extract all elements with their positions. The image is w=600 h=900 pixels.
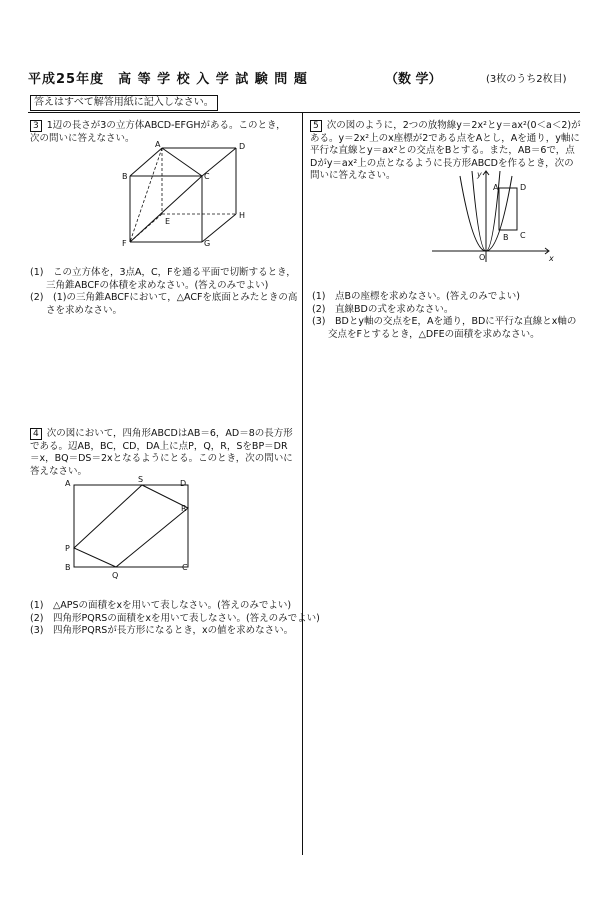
cube-label-e: E <box>165 217 171 226</box>
question-5-statement: 次の図のように，2つの放物線y＝2x²とy＝ax²(0＜a＜2)がある。y＝2x²上のx座標が2である点をAとし，Aを通り，y軸に平行な直線とy＝ax²との交点をBとする。また，AB＝6で，点Dがy＝ax²上の点となるように長方形ABCDを作るとき，次の問いに答えなさい。 <box>310 120 581 181</box>
rectangle-figure <box>62 476 200 582</box>
rect-label-a: A <box>65 479 71 488</box>
rect-label-c: C <box>182 563 188 572</box>
question-3-number: 3 <box>30 120 42 132</box>
cube-label-d: D <box>239 142 246 151</box>
cube-label-c: C <box>204 172 210 181</box>
question-4-subquestions <box>30 600 320 638</box>
header-rule <box>28 112 580 113</box>
cube-label-a: A <box>155 140 161 149</box>
question-4-statement: 次の図において，四角形ABCDはAB＝6，AD＝8の長方形である。辺AB，BC，CD，DA上に点P，Q，R，SをBP＝DR＝x，BQ＝DS＝2xとなるようにとる。このとき，次の問いに答えなさい。 <box>30 428 293 477</box>
question-5-subquestions <box>312 291 582 341</box>
cube-figure <box>110 138 270 250</box>
q4-sub-3: (3) 四角形PQRSが長方形になるとき，xの値を求めなさい。 <box>30 625 294 636</box>
question-3-subquestions <box>30 267 298 317</box>
exam-title: 平成25年度 高 等 学 校 入 学 試 験 問 題 <box>28 72 308 87</box>
q3-sub-1: (1) この立方体を，3点A，C，Fを通る平面で切断するとき，三角錐ABCFの体積を求めなさい。(答えのみでよい) <box>30 267 296 291</box>
column-divider <box>302 113 303 855</box>
rect-label-r: R <box>181 504 187 513</box>
rect-label-p: P <box>65 544 70 553</box>
q3-sub-2: (2) (1)の三角錐ABCFにおいて，△ACFを底面とみたときの高さを求めなさい。 <box>30 292 298 316</box>
rect-label-q: Q <box>112 571 119 580</box>
origin-label: O <box>479 253 486 262</box>
subject-label: （数 学） <box>385 72 442 87</box>
q4-sub-2: (2) 四角形PQRSの面積をxを用いて表しなさい。(答えのみでよい) <box>30 612 320 624</box>
parabola-label-c: C <box>520 231 526 240</box>
cube-label-f: F <box>122 239 127 248</box>
question-3-statement: 1辺の長さが3の立方体ABCD-EFGHがある。このとき，次の問いに答えなさい。 <box>30 120 286 144</box>
parabola-label-d: D <box>520 183 527 192</box>
rect-label-b: B <box>65 563 71 572</box>
parabola-label-b: B <box>503 233 509 242</box>
parabola-figure <box>428 166 558 266</box>
axis-label-y: y <box>477 170 482 179</box>
sheet-number: (3枚のうち2枚目) <box>486 74 567 85</box>
rect-label-s: S <box>138 476 144 484</box>
question-5-number: 5 <box>310 120 322 132</box>
question-4-text <box>30 428 295 478</box>
question-4-number: 4 <box>30 428 42 440</box>
parabola-label-a: A <box>493 183 499 192</box>
axis-label-x: x <box>549 254 554 263</box>
q5-sub-1: (1) 点Bの座標を求めなさい。(答えのみでよい) <box>312 291 520 302</box>
cube-label-b: B <box>122 172 128 181</box>
cube-label-g: G <box>204 239 211 248</box>
cube-label-h: H <box>239 211 246 220</box>
q5-sub-2: (2) 直線BDの式を求めなさい。 <box>312 303 454 315</box>
question-4 <box>30 428 295 478</box>
q4-sub-1: (1) △APSの面積をxを用いて表しなさい。(答えのみでよい) <box>30 600 292 611</box>
answer-notice: 答えはすべて解答用紙に記入しなさい。 <box>30 95 218 111</box>
q5-sub-3: (3) BDとy軸の交点をE，Aを通り，BDに平行な直線とx軸の交点をFとするとき，△DFEの面積を求めなさい。 <box>312 316 577 340</box>
rect-label-d: D <box>180 479 187 488</box>
